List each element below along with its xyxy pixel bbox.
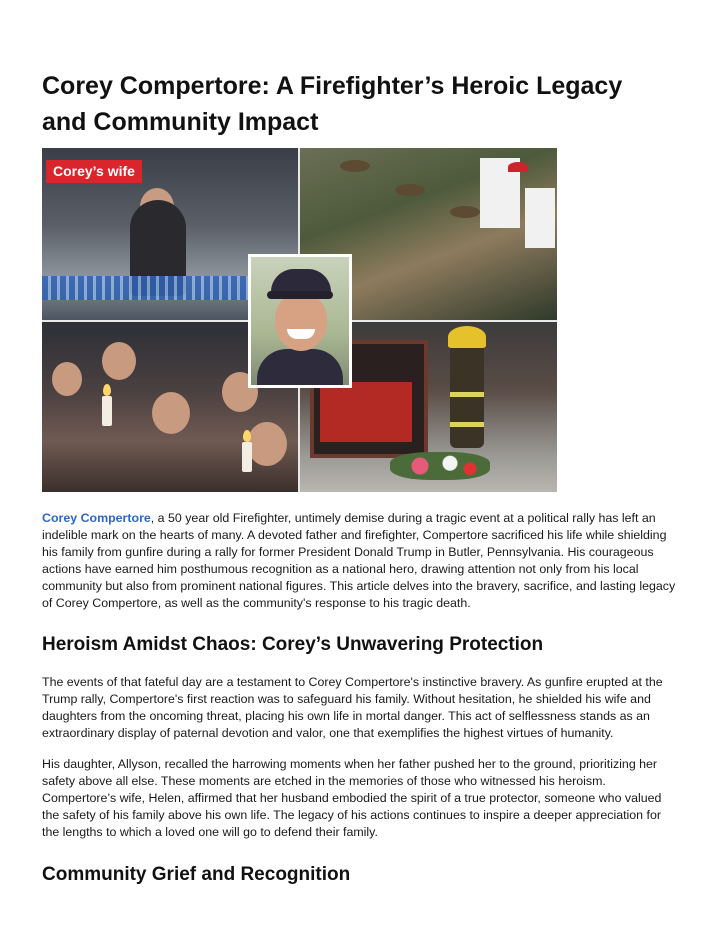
- corey-portrait: [248, 254, 352, 388]
- fire-truck: [320, 382, 412, 442]
- mourner-face: [102, 342, 136, 380]
- intro-text: , a 50 year old Firefighter, untimely demise during a tragic event at a political rally has left an indelible mark on the hearts of many. A devoted father and firefighter, Compertore sacrificed his life while shielding his family from gunfire during a rally for former President Donald Trump in Butler, Pennsylvania. His courageous actions have earned him posthumous recognition as a national hero, drawing attention not only from his local community but also from prominent national figures. This article delves into the bravery, sacrifice, and lasting legacy of Corey Compertore, as well as the community's response to his tragic death.: [42, 511, 676, 610]
- heroism-paragraph-2: His daughter, Allyson, recalled the harrowing moments when her father pushed her to the ground, prioritizing her safety above all else. These moments are etched in the memories of those who witnessed his heroism. Compertore’s wife, Helen, affirmed that her husband embodied the spirit of a true protector, someone who valued the safety of his family above his own life. The legacy of his actions continues to inspire a deeper appreciation for the lengths to which a loved one will go to defend their family.: [42, 757, 662, 839]
- heroism-paragraph-1: The events of that fateful day are a testament to Corey Compertore's instinctive bravery. As gunfire erupted at the Trump rally, Compertore's first reaction was to safeguard his family. Without hesitation, he shielded his wife and daughters from the oncoming threat, placing his own life in mortal danger. This act of selflessness stands as an extraordinary display of paternal devotion and valor, one that exemplifies the highest virtues of humanity.: [42, 675, 663, 740]
- mourner-face: [52, 362, 82, 396]
- mourner-face: [247, 422, 287, 466]
- candle: [242, 442, 252, 472]
- candle-flame: [103, 384, 111, 396]
- article-title-line2: and Community Impact: [42, 108, 319, 136]
- red-cap: [508, 162, 528, 172]
- portrait-background: [251, 257, 349, 385]
- portrait-face: [275, 293, 327, 351]
- intro-paragraph: [42, 510, 678, 612]
- candle-flame: [243, 430, 251, 442]
- corey-compertore-link[interactable]: Corey Compertore: [42, 511, 151, 525]
- section-heading-heroism: Heroism Amidst Chaos: Corey’s Unwavering Protection: [42, 634, 544, 655]
- candle: [102, 396, 112, 426]
- spectator-shirt: [525, 188, 555, 248]
- reflective-stripe: [450, 392, 484, 397]
- portrait-cap-brim: [267, 291, 333, 299]
- reflective-stripe: [450, 422, 484, 427]
- fire-helmet: [448, 326, 486, 348]
- article-title: [42, 68, 692, 140]
- mourner-face: [152, 392, 190, 434]
- article-title-line1: Corey Compertore: A Firefighter’s Heroic Legacy: [42, 72, 623, 100]
- trooper-hat: [395, 184, 425, 196]
- photo-collage: [42, 148, 557, 492]
- photo-caption-badge: Corey’s wife: [46, 160, 142, 183]
- portrait-body: [257, 349, 343, 385]
- trooper-hat: [450, 206, 480, 218]
- memorial-flowers: [390, 452, 490, 480]
- section-heading-community: Community Grief and Recognition: [42, 864, 351, 885]
- trooper-hat: [340, 160, 370, 172]
